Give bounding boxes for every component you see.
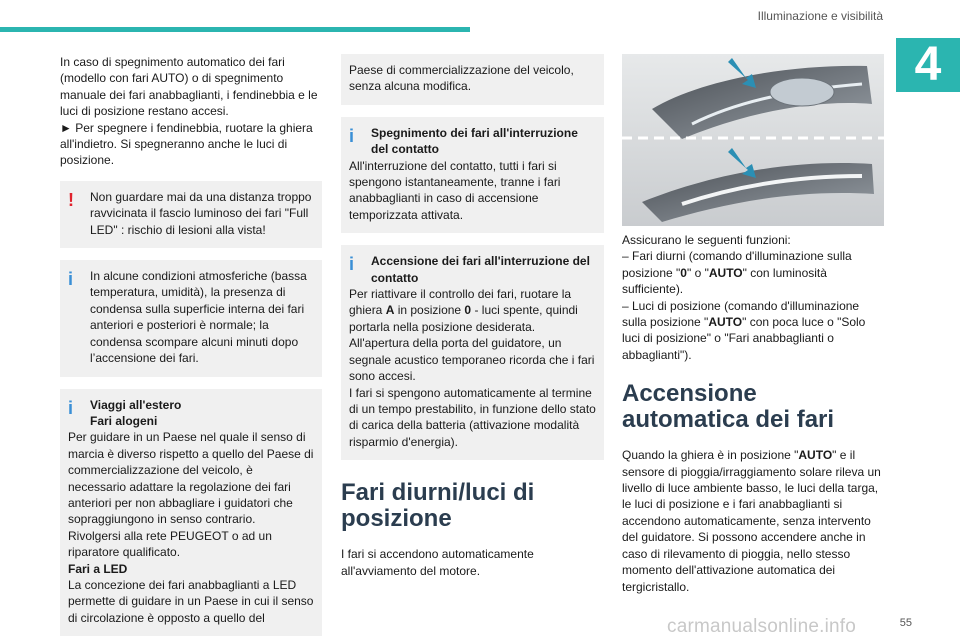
column-1 xyxy=(60,54,322,636)
intro-paragraph: In caso di spegnimento automatico dei fari (modello con fari AUTO) o di spegnimento manuale dei fari anabbaglianti, i fendinebbia e le luci di posizione restano accesi. xyxy=(60,55,318,119)
info-box-travel xyxy=(60,389,322,637)
warning-box xyxy=(60,181,322,248)
warning-text: Non guardare mai da una distanza troppo ravvicinata il fascio luminoso dei fari "Full LED" : rischio di lesioni alla vista! xyxy=(90,189,312,237)
lights-on-text-2: All'apertura della porta del guidatore, un segnale acustico temporaneo ricorda che i fari sono accesi. xyxy=(349,336,595,384)
info-icon: i xyxy=(68,397,74,418)
halogen-subtitle: Fari alogeni xyxy=(90,413,158,428)
column-3 xyxy=(622,54,884,595)
travel-title: Viaggi all'estero xyxy=(90,397,182,412)
info-box-lights-off xyxy=(341,117,604,233)
chapter-badge: 4 xyxy=(896,38,960,92)
lights-off-text: All'interruzione del contatto, tutti i fari si spengono istantaneamente, tranne i fari anabbaglianti in caso di accensione temporizzata attivata. xyxy=(349,158,561,222)
drl-text: I fari si accendono automaticamente all'avviamento del motore. xyxy=(341,547,534,578)
page-number: 55 xyxy=(899,617,912,629)
continued-box xyxy=(341,54,604,105)
fog-light-instruction: ► Per spegnere i fendinebbia, ruotare la ghiera all'indietro. Si spegneranno anche le luci di posizione. xyxy=(60,120,313,168)
section-title: Illuminazione e visibilità xyxy=(757,9,883,23)
led-text: La concezione dei fari anabbaglianti a LED permette di guidare in un Paese in cui il senso di circolazione è opposto a quello del xyxy=(68,577,314,625)
warning-icon: ! xyxy=(68,189,74,210)
watermark: carmanualsonline.info xyxy=(667,616,857,637)
function-item-position: – Luci di posizione (comando d'illuminazione sulla posizione "AUTO" con poca luce o "Solo luci di posizione" o "Fari anabbaglianti o abbaglianti"). xyxy=(622,298,866,362)
auto-lights-heading: Accensione automatica dei fari xyxy=(622,380,835,434)
info-icon: i xyxy=(349,125,355,146)
info-box-lights-on xyxy=(341,245,604,460)
lights-on-text-3: I fari si spengono automaticamente al termine di un tempo prestabilito, in funzione dello stato di carica della batteria (attivazione modalità risparmio d'energia). xyxy=(349,385,596,449)
continued-text: Paese di commercializzazione del veicolo, senza alcuna modifica. xyxy=(349,63,574,94)
dealer-text: Rivolgersi alla rete PEUGEOT o ad un riparatore qualificato. xyxy=(68,528,272,560)
led-subtitle: Fari a LED xyxy=(68,561,128,576)
condensation-text: In alcune condizioni atmosferiche (bassa temperatura, umidità), la presenza di condensa sulla superficie interna dei fari anteriori e posteriori è normale; la condensa scompare alcuni minuti dopo l’accensione dei fari. xyxy=(90,269,307,366)
lights-on-text-1: Per riattivare il controllo dei fari, ruotare la ghiera A in posizione 0 - luci spente, quindi portarla nella posizione desiderata. xyxy=(349,287,578,334)
lights-off-title: Spegnimento dei fari all'interruzione del contatto xyxy=(371,125,578,157)
function-item-drl: – Fari diurni (comando d'illuminazione sulla posizione "0" o "AUTO" con luminosità sufficiente). xyxy=(622,249,852,297)
auto-lights-text: Quando la ghiera è in posizione "AUTO" e il sensore di pioggia/irraggiamento solare rileva un livello di luce ambiente basso, le luci della targa, le luci di posizione e i fari anabbaglianti si accendono automaticamente, senza intervento del guidatore. Si possono accendere anche in caso di rilevamento di pioggia, nello stesso momento dell'attivazione automatica dei tergicristallo. xyxy=(622,448,881,594)
headlight-illustration xyxy=(622,54,884,226)
header-accent-bar xyxy=(0,27,470,32)
drl-heading: Fari diurni/luci di posizione xyxy=(341,479,535,533)
column-2 xyxy=(341,54,604,579)
halogen-text: Per guidare in un Paese nel quale il senso di marcia è diverso rispetto a quello del Paese di commercializzazione del veicolo, è necessario adattare la regolazione dei fari anteriori per non abbagliare i guidatori che sopraggiungono in senso contrario. xyxy=(68,430,314,527)
info-icon: i xyxy=(349,254,355,275)
functions-intro: Assicurano le seguenti funzioni: xyxy=(622,233,791,247)
info-box-condensation xyxy=(60,260,322,376)
lights-on-title: Accensione dei fari all'interruzione del contatto xyxy=(371,254,590,285)
info-icon: i xyxy=(68,269,74,290)
